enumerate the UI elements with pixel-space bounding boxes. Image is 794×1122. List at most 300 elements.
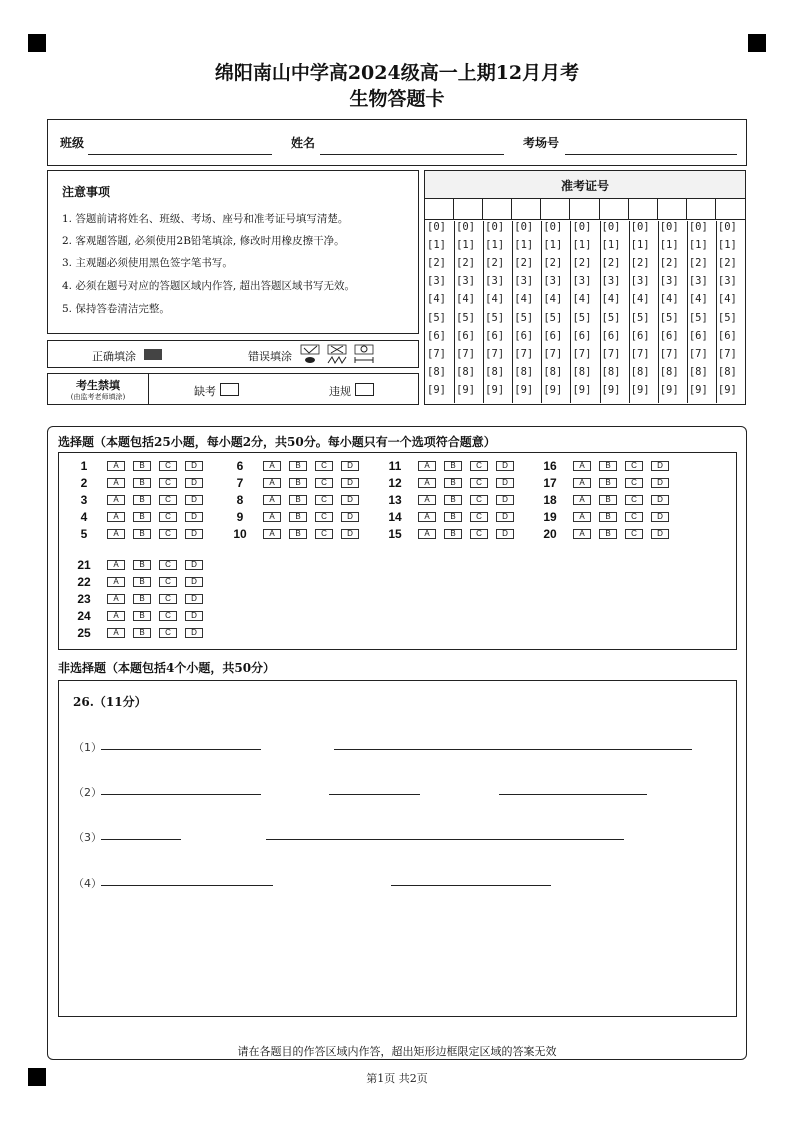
choice-option-bubble[interactable]: C: [159, 611, 177, 621]
choice-option-bubble[interactable]: C: [315, 529, 333, 539]
registration-mark-top-right: [748, 34, 766, 52]
ticket-digit-bubble[interactable]: [1]: [485, 239, 505, 252]
ticket-digit-bubble[interactable]: [1]: [427, 239, 446, 252]
choice-question-number: 22: [77, 575, 91, 589]
choice-question-number: 14: [388, 510, 402, 524]
ticket-digit-bubble[interactable]: [6]: [717, 329, 737, 342]
choice-option-bubble[interactable]: C: [315, 512, 333, 522]
choice-option-bubble[interactable]: A: [263, 478, 281, 488]
choice-option-bubble[interactable]: D: [185, 478, 203, 488]
choice-option-bubble[interactable]: D: [185, 529, 203, 539]
ticket-digit-bubble[interactable]: [2]: [717, 257, 737, 270]
choice-question-number: 25: [77, 626, 91, 640]
choice-option-bubble[interactable]: C: [625, 478, 643, 488]
ticket-digit-bubble[interactable]: [5]: [456, 311, 476, 324]
ticket-digit-bubble[interactable]: [7]: [456, 347, 476, 360]
ticket-digit-bubble[interactable]: [5]: [514, 311, 534, 324]
choice-question-number: 12: [388, 476, 402, 490]
choice-option-bubble[interactable]: B: [289, 512, 307, 522]
note-item: 5. 保持答卷清洁完整。: [62, 303, 170, 315]
choice-question-number: 2: [80, 476, 88, 490]
ticket-digit-bubble[interactable]: [8]: [543, 365, 563, 378]
choice-option-bubble[interactable]: A: [573, 478, 591, 488]
choice-option-bubble[interactable]: C: [159, 512, 177, 522]
ticket-digit-bubble[interactable]: [1]: [717, 239, 737, 252]
choice-option-bubble[interactable]: A: [107, 495, 125, 505]
choice-option-bubble[interactable]: D: [496, 461, 514, 471]
choice-option-bubble[interactable]: A: [263, 495, 281, 505]
ticket-digit-cells: [425, 198, 745, 220]
ticket-digit-bubble[interactable]: [9]: [630, 383, 650, 396]
ticket-digit-bubble[interactable]: [9]: [514, 383, 534, 396]
choice-question-number: 5: [80, 527, 88, 541]
choice-option-bubble[interactable]: D: [651, 461, 669, 471]
choice-option-bubble[interactable]: D: [651, 529, 669, 539]
ticket-digit-bubble[interactable]: [6]: [514, 329, 534, 342]
ticket-digit-bubble[interactable]: [8]: [485, 365, 505, 378]
choice-question-number: 9: [236, 510, 244, 524]
ticket-digit-bubble[interactable]: [0]: [456, 221, 476, 233]
ticket-digit-bubble[interactable]: [4]: [659, 293, 679, 306]
ticket-digit-bubble[interactable]: [6]: [543, 329, 563, 342]
choice-option-bubble[interactable]: A: [573, 512, 591, 522]
ticket-digit-bubble[interactable]: [0]: [543, 221, 563, 233]
choice-option-bubble[interactable]: C: [159, 577, 177, 587]
choice-option-bubble[interactable]: C: [315, 495, 333, 505]
ticket-digit-bubble[interactable]: [0]: [572, 221, 592, 233]
ticket-digit-bubble[interactable]: [7]: [514, 347, 534, 360]
note-item: 1. 答题前请将姓名、班级、考场、座号和准考证号填写清楚。: [62, 213, 349, 225]
nonchoice-section-heading: 非选择题（本题包括4个小题，共50分）: [58, 661, 276, 675]
ticket-digit-cell[interactable]: [600, 198, 629, 220]
ticket-digit-bubble[interactable]: [1]: [601, 239, 621, 252]
note-item: 4. 必须在题号对应的答题区域内作答, 超出答题区域书写无效。: [62, 280, 356, 292]
choice-option-bubble[interactable]: A: [418, 512, 436, 522]
ticket-digit-bubble[interactable]: [9]: [485, 383, 505, 396]
answer-line-2b[interactable]: [329, 794, 420, 795]
choice-option-bubble[interactable]: B: [444, 495, 462, 505]
answer-line-3b[interactable]: [266, 839, 624, 840]
answer-line-4a[interactable]: [101, 885, 273, 886]
notes-box: [47, 170, 419, 334]
choice-question-number: 16: [543, 459, 557, 473]
ticket-digit-cell[interactable]: [687, 198, 716, 220]
ticket-digit-bubble[interactable]: [6]: [456, 329, 476, 342]
proctor-only-title: 考生禁填: [76, 379, 120, 392]
choice-option-bubble[interactable]: C: [625, 512, 643, 522]
ticket-digit-bubble[interactable]: [7]: [427, 347, 446, 360]
answer-area-footer-note: 请在各题目的作答区域内作答，超出矩形边框限定区域的答案无效: [237, 1045, 557, 1058]
choice-option-bubble[interactable]: A: [418, 461, 436, 471]
ticket-digit-bubble[interactable]: [6]: [427, 329, 446, 342]
ticket-digit-bubble[interactable]: [3]: [630, 275, 650, 288]
choice-option-bubble[interactable]: B: [133, 594, 151, 604]
ticket-digit-bubble[interactable]: [1]: [456, 239, 476, 252]
ticket-digit-bubble[interactable]: [4]: [514, 293, 534, 306]
ticket-digit-bubble[interactable]: [2]: [630, 257, 650, 270]
ticket-digit-bubble[interactable]: [5]: [630, 311, 650, 324]
sub-question-1-label: （1）: [73, 741, 102, 754]
ticket-digit-bubble[interactable]: [5]: [572, 311, 592, 324]
choice-option-bubble[interactable]: C: [470, 461, 488, 471]
ticket-digit-bubble[interactable]: [5]: [688, 311, 708, 324]
ticket-digit-bubble[interactable]: [3]: [572, 275, 592, 288]
ticket-digit-bubble[interactable]: [0]: [427, 221, 446, 233]
ticket-number-header: [425, 171, 745, 199]
choice-option-bubble[interactable]: D: [185, 560, 203, 570]
page-title: 绵阳南山中学高2024级高一上期12月月考: [214, 62, 580, 84]
ticket-digit-bubble[interactable]: [6]: [485, 329, 505, 342]
wrong-fill-label: 错误填涂: [248, 350, 292, 363]
ticket-digit-cell[interactable]: [570, 198, 599, 220]
choice-option-bubble[interactable]: A: [107, 611, 125, 621]
choice-option-bubble[interactable]: D: [185, 461, 203, 471]
violation-label: 违规: [329, 385, 351, 398]
ticket-digit-bubble[interactable]: [0]: [688, 221, 708, 233]
absent-checkbox[interactable]: [220, 383, 239, 396]
ticket-digit-bubble[interactable]: [6]: [601, 329, 621, 342]
ticket-digit-bubble[interactable]: [2]: [572, 257, 592, 270]
choice-option-bubble[interactable]: A: [263, 461, 281, 471]
ticket-digit-bubble[interactable]: [8]: [601, 365, 621, 378]
choice-question-number: 10: [233, 527, 247, 541]
registration-mark-top-left: [28, 34, 46, 52]
note-item: 2. 客观题答题, 必须使用2B铅笔填涂, 修改时用橡皮擦干净。: [62, 235, 345, 247]
ticket-digit-bubble[interactable]: [6]: [572, 329, 592, 342]
ticket-digit-bubble[interactable]: [2]: [514, 257, 534, 270]
ticket-digit-bubble[interactable]: [7]: [572, 347, 592, 360]
ticket-digit-bubble[interactable]: [7]: [659, 347, 679, 360]
choice-option-bubble[interactable]: D: [341, 495, 359, 505]
choice-option-bubble[interactable]: B: [289, 478, 307, 488]
choice-question-number: 1: [80, 459, 88, 473]
ticket-digit-bubble[interactable]: [5]: [601, 311, 621, 324]
ticket-column-divider: [687, 221, 688, 403]
answer-line-1a[interactable]: [101, 749, 261, 750]
correct-fill-sample: [144, 349, 162, 360]
ticket-digit-bubble[interactable]: [8]: [717, 365, 737, 378]
choice-option-bubble[interactable]: C: [159, 529, 177, 539]
ticket-digit-bubble[interactable]: [1]: [514, 239, 534, 252]
ticket-digit-cell[interactable]: [541, 198, 570, 220]
ticket-digit-bubble[interactable]: [3]: [485, 275, 505, 288]
choice-option-bubble[interactable]: A: [107, 594, 125, 604]
ticket-digit-bubble[interactable]: [2]: [601, 257, 621, 270]
ticket-digit-bubble[interactable]: [1]: [630, 239, 650, 252]
ticket-digit-bubbles: [425, 221, 745, 403]
ticket-digit-bubble[interactable]: [9]: [688, 383, 708, 396]
choice-option-bubble[interactable]: B: [599, 478, 617, 488]
choice-option-bubble[interactable]: C: [315, 478, 333, 488]
choice-option-bubble[interactable]: B: [599, 461, 617, 471]
ticket-digit-bubble[interactable]: [9]: [659, 383, 679, 396]
wrong-fill-samples: [300, 344, 380, 366]
ticket-digit-bubble[interactable]: [3]: [456, 275, 476, 288]
ticket-digit-bubble[interactable]: [1]: [659, 239, 679, 252]
ticket-digit-bubble[interactable]: [4]: [543, 293, 563, 306]
ticket-digit-bubble[interactable]: [9]: [572, 383, 592, 396]
name-field[interactable]: [320, 154, 504, 155]
choice-question-number: 15: [388, 527, 402, 541]
choice-option-bubble[interactable]: D: [185, 577, 203, 587]
choice-option-bubble[interactable]: B: [444, 461, 462, 471]
ticket-digit-bubble[interactable]: [7]: [688, 347, 708, 360]
ticket-digit-bubble[interactable]: [8]: [630, 365, 650, 378]
ticket-column-divider: [454, 221, 455, 403]
choice-question-number: 20: [543, 527, 557, 541]
choice-option-bubble[interactable]: C: [315, 461, 333, 471]
choice-option-bubble[interactable]: A: [263, 529, 281, 539]
ticket-digit-bubble[interactable]: [5]: [485, 311, 505, 324]
choice-option-bubble[interactable]: A: [263, 512, 281, 522]
ticket-digit-cell[interactable]: [629, 198, 658, 220]
ticket-digit-bubble[interactable]: [4]: [630, 293, 650, 306]
choice-question-number: 17: [543, 476, 557, 490]
choice-option-bubble[interactable]: C: [159, 560, 177, 570]
question-26-box: [58, 680, 737, 1017]
choice-option-bubble[interactable]: D: [651, 512, 669, 522]
ticket-digit-bubble[interactable]: [8]: [659, 365, 679, 378]
ticket-digit-bubble[interactable]: [4]: [456, 293, 476, 306]
ticket-column-divider: [512, 221, 513, 403]
ticket-column-divider: [629, 221, 630, 403]
sub-question-2-label: （2）: [73, 786, 102, 799]
answer-line-1b[interactable]: [334, 749, 692, 750]
ticket-column-divider: [658, 221, 659, 403]
choice-option-bubble[interactable]: B: [133, 611, 151, 621]
choice-grid: [58, 452, 737, 650]
choice-section-heading: 选择题（本题包括25小题，每小题2分，共50分。每小题只有一个选项符合题意）: [58, 435, 496, 449]
choice-option-bubble[interactable]: C: [159, 478, 177, 488]
choice-question-number: 7: [236, 476, 244, 490]
ticket-digit-bubble[interactable]: [5]: [427, 311, 446, 324]
ticket-digit-bubble[interactable]: [9]: [601, 383, 621, 396]
ticket-digit-cell[interactable]: [512, 198, 541, 220]
choice-option-bubble[interactable]: D: [341, 529, 359, 539]
ticket-digit-bubble[interactable]: [1]: [543, 239, 563, 252]
class-label: 班级: [60, 136, 85, 150]
ticket-digit-bubble[interactable]: [7]: [543, 347, 563, 360]
page-number: 第1页 共2页: [366, 1072, 428, 1085]
choice-option-bubble[interactable]: A: [107, 478, 125, 488]
answer-line-2a[interactable]: [101, 794, 261, 795]
choice-option-bubble[interactable]: D: [341, 461, 359, 471]
ticket-digit-bubble[interactable]: [1]: [688, 239, 708, 252]
choice-option-bubble[interactable]: B: [444, 478, 462, 488]
choice-option-bubble[interactable]: D: [341, 478, 359, 488]
answer-line-2c[interactable]: [499, 794, 647, 795]
choice-option-bubble[interactable]: B: [599, 529, 617, 539]
exam-room-field[interactable]: [565, 154, 737, 155]
ticket-digit-bubble[interactable]: [4]: [572, 293, 592, 306]
ticket-digit-bubble[interactable]: [2]: [427, 257, 446, 270]
ticket-digit-bubble[interactable]: [5]: [717, 311, 737, 324]
ticket-digit-bubble[interactable]: [3]: [601, 275, 621, 288]
ticket-digit-bubble[interactable]: [3]: [717, 275, 737, 288]
ticket-column-divider: [600, 221, 601, 403]
choice-option-bubble[interactable]: C: [625, 529, 643, 539]
ticket-digit-bubble[interactable]: [2]: [485, 257, 505, 270]
choice-option-bubble[interactable]: A: [107, 560, 125, 570]
choice-option-bubble[interactable]: D: [496, 512, 514, 522]
ticket-column-divider: [570, 221, 571, 403]
ticket-digit-bubble[interactable]: [9]: [717, 383, 737, 396]
ticket-digit-bubble[interactable]: [6]: [630, 329, 650, 342]
ticket-digit-bubble[interactable]: [5]: [659, 311, 679, 324]
ticket-digit-bubble[interactable]: [8]: [572, 365, 592, 378]
ticket-digit-bubble[interactable]: [3]: [427, 275, 446, 288]
choice-option-bubble[interactable]: B: [133, 560, 151, 570]
answer-area: [47, 426, 747, 1060]
ticket-digit-bubble[interactable]: [3]: [688, 275, 708, 288]
ticket-digit-bubble[interactable]: [4]: [485, 293, 505, 306]
choice-option-bubble[interactable]: B: [133, 628, 151, 638]
choice-option-bubble[interactable]: C: [159, 628, 177, 638]
choice-option-bubble[interactable]: D: [185, 628, 203, 638]
ticket-digit-bubble[interactable]: [3]: [514, 275, 534, 288]
answer-line-4b[interactable]: [391, 885, 551, 886]
choice-option-bubble[interactable]: D: [496, 495, 514, 505]
ticket-digit-bubble[interactable]: [6]: [659, 329, 679, 342]
choice-option-bubble[interactable]: A: [418, 529, 436, 539]
ticket-digit-bubble[interactable]: [2]: [659, 257, 679, 270]
choice-option-bubble[interactable]: B: [133, 529, 151, 539]
ticket-digit-bubble[interactable]: [8]: [514, 365, 534, 378]
answer-line-3a[interactable]: [101, 839, 181, 840]
ticket-column-divider: [541, 221, 542, 403]
ticket-digit-bubble[interactable]: [7]: [485, 347, 505, 360]
choice-option-bubble[interactable]: C: [625, 461, 643, 471]
ticket-digit-bubble[interactable]: [8]: [456, 365, 476, 378]
choice-option-bubble[interactable]: A: [573, 461, 591, 471]
ticket-digit-bubble[interactable]: [8]: [427, 365, 446, 378]
choice-question-number: 4: [80, 510, 88, 524]
choice-option-bubble[interactable]: D: [185, 594, 203, 604]
ticket-digit-cell[interactable]: [425, 198, 454, 220]
page-subtitle: 生物答题卡: [349, 88, 445, 110]
choice-option-bubble[interactable]: A: [418, 495, 436, 505]
choice-option-bubble[interactable]: C: [159, 594, 177, 604]
ticket-digit-bubble[interactable]: [2]: [543, 257, 563, 270]
choice-option-bubble[interactable]: A: [107, 577, 125, 587]
ticket-digit-bubble[interactable]: [0]: [514, 221, 534, 233]
note-item: 3. 主观题必须使用黑色签字笔书写。: [62, 257, 233, 269]
choice-option-bubble[interactable]: B: [133, 512, 151, 522]
ticket-digit-bubble[interactable]: [3]: [659, 275, 679, 288]
choice-option-bubble[interactable]: B: [599, 512, 617, 522]
choice-option-bubble[interactable]: C: [470, 512, 488, 522]
ticket-digit-bubble[interactable]: [4]: [717, 293, 737, 306]
choice-option-bubble[interactable]: A: [107, 461, 125, 471]
choice-option-bubble[interactable]: B: [133, 478, 151, 488]
ticket-digit-cell[interactable]: [658, 198, 687, 220]
ticket-digit-bubble[interactable]: [9]: [427, 383, 446, 396]
choice-option-bubble[interactable]: A: [107, 529, 125, 539]
ticket-digit-cell[interactable]: [454, 198, 483, 220]
choice-question-number: 24: [77, 609, 91, 623]
sub-question-4-label: （4）: [73, 877, 102, 890]
ticket-number-title: 准考证号: [560, 179, 609, 193]
violation-checkbox[interactable]: [355, 383, 374, 396]
ticket-digit-bubble[interactable]: [8]: [688, 365, 708, 378]
choice-question-number: 13: [388, 493, 402, 507]
ticket-digit-bubble[interactable]: [0]: [485, 221, 505, 233]
ticket-column-divider: [483, 221, 484, 403]
ticket-digit-bubble[interactable]: [0]: [601, 221, 621, 233]
choice-option-bubble[interactable]: C: [470, 478, 488, 488]
choice-option-bubble[interactable]: D: [185, 512, 203, 522]
choice-option-bubble[interactable]: D: [185, 611, 203, 621]
choice-option-bubble[interactable]: D: [496, 529, 514, 539]
choice-option-bubble[interactable]: B: [133, 495, 151, 505]
ticket-digit-bubble[interactable]: [9]: [543, 383, 563, 396]
proctor-only-title-cell: [48, 374, 149, 404]
choice-option-bubble[interactable]: A: [418, 478, 436, 488]
choice-question-number: 19: [543, 510, 557, 524]
ticket-digit-bubble[interactable]: [4]: [688, 293, 708, 306]
choice-questions: [59, 453, 736, 649]
choice-option-bubble[interactable]: A: [573, 495, 591, 505]
exam-room-label: 考场号: [523, 136, 560, 150]
ticket-digit-bubble[interactable]: [4]: [427, 293, 446, 306]
ticket-digit-bubble[interactable]: [0]: [659, 221, 679, 233]
choice-option-bubble[interactable]: C: [470, 495, 488, 505]
choice-option-bubble[interactable]: D: [496, 478, 514, 488]
choice-option-bubble[interactable]: B: [289, 529, 307, 539]
choice-option-bubble[interactable]: B: [289, 461, 307, 471]
ticket-digit-bubble[interactable]: [0]: [717, 221, 737, 233]
ticket-digit-bubble[interactable]: [4]: [601, 293, 621, 306]
choice-option-bubble[interactable]: B: [133, 461, 151, 471]
choice-option-bubble[interactable]: A: [107, 512, 125, 522]
choice-option-bubble[interactable]: C: [470, 529, 488, 539]
choice-option-bubble[interactable]: D: [651, 478, 669, 488]
choice-option-bubble[interactable]: D: [341, 512, 359, 522]
ticket-digit-bubble[interactable]: [1]: [572, 239, 592, 252]
choice-option-bubble[interactable]: D: [185, 495, 203, 505]
choice-option-bubble[interactable]: A: [107, 628, 125, 638]
class-field[interactable]: [88, 154, 272, 155]
choice-option-bubble[interactable]: C: [159, 461, 177, 471]
ticket-digit-bubble[interactable]: [2]: [688, 257, 708, 270]
ticket-digit-bubble[interactable]: [6]: [688, 329, 708, 342]
choice-option-bubble[interactable]: C: [625, 495, 643, 505]
choice-option-bubble[interactable]: C: [159, 495, 177, 505]
choice-option-bubble[interactable]: B: [444, 512, 462, 522]
choice-option-bubble[interactable]: B: [133, 577, 151, 587]
choice-option-bubble[interactable]: A: [573, 529, 591, 539]
name-label: 姓名: [291, 136, 316, 150]
ticket-digit-bubble[interactable]: [2]: [456, 257, 476, 270]
choice-option-bubble[interactable]: B: [444, 529, 462, 539]
ticket-digit-bubble[interactable]: [7]: [601, 347, 621, 360]
ticket-digit-cell[interactable]: [716, 198, 745, 220]
ticket-digit-bubble[interactable]: [3]: [543, 275, 563, 288]
ticket-digit-bubble[interactable]: [7]: [717, 347, 737, 360]
ticket-digit-bubble[interactable]: [7]: [630, 347, 650, 360]
ticket-digit-cell[interactable]: [483, 198, 512, 220]
choice-option-bubble[interactable]: B: [599, 495, 617, 505]
proctor-only-subtitle: (由监考老师填涂): [70, 393, 126, 401]
choice-option-bubble[interactable]: D: [651, 495, 669, 505]
choice-question-number: 11: [388, 459, 402, 473]
choice-option-bubble[interactable]: B: [289, 495, 307, 505]
choice-question-number: 18: [543, 493, 557, 507]
ticket-digit-bubble[interactable]: [5]: [543, 311, 563, 324]
ticket-digit-bubble[interactable]: [9]: [456, 383, 476, 396]
question-26-title: 26.（11分）: [73, 695, 147, 709]
ticket-digit-bubble[interactable]: [0]: [630, 221, 650, 233]
